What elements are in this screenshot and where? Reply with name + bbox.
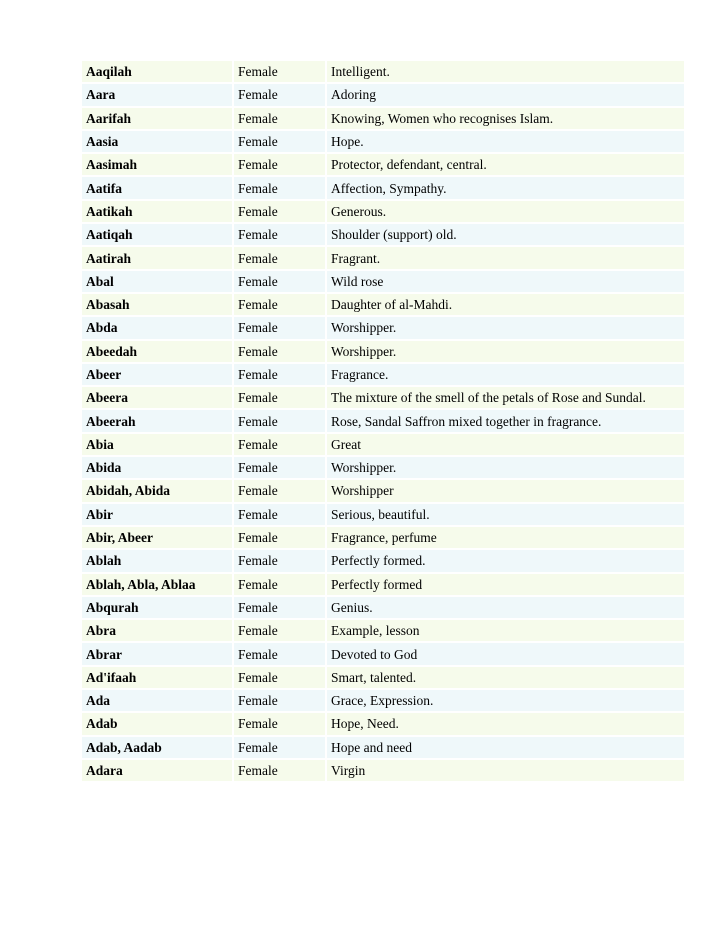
meaning-cell: Worshipper. (327, 341, 684, 362)
gender-cell: Female (234, 667, 325, 688)
table-row (82, 620, 684, 641)
table-row (82, 108, 684, 129)
table-row (82, 667, 684, 688)
table-row (82, 527, 684, 548)
gender-cell: Female (234, 177, 325, 198)
table-row (82, 177, 684, 198)
table-row (82, 737, 684, 758)
table-row (82, 154, 684, 175)
meaning-cell: Intelligent. (327, 61, 684, 82)
name-cell: Aatikah (82, 201, 232, 222)
table-row (82, 341, 684, 362)
gender-cell: Female (234, 387, 325, 408)
meaning-cell: Great (327, 434, 684, 455)
names-table-body (82, 61, 684, 781)
name-cell: Abra (82, 620, 232, 641)
table-row (82, 294, 684, 315)
meaning-cell: Worshipper. (327, 457, 684, 478)
meaning-cell: The mixture of the smell of the petals of Rose and Sundal. (327, 387, 684, 408)
name-cell: Abeer (82, 364, 232, 385)
gender-cell: Female (234, 317, 325, 338)
meaning-cell: Example, lesson (327, 620, 684, 641)
gender-cell: Female (234, 247, 325, 268)
meaning-cell: Adoring (327, 84, 684, 105)
gender-cell: Female (234, 61, 325, 82)
table-row (82, 480, 684, 501)
table-row (82, 201, 684, 222)
meaning-cell: Fragrance. (327, 364, 684, 385)
table-row (82, 597, 684, 618)
gender-cell: Female (234, 154, 325, 175)
table-row (82, 410, 684, 431)
table-row (82, 84, 684, 105)
table-row (82, 457, 684, 478)
names-table (80, 59, 686, 783)
gender-cell: Female (234, 294, 325, 315)
meaning-cell: Protector, defendant, central. (327, 154, 684, 175)
gender-cell: Female (234, 504, 325, 525)
name-cell: Abida (82, 457, 232, 478)
meaning-cell: Hope, Need. (327, 713, 684, 734)
meaning-cell: Virgin (327, 760, 684, 781)
gender-cell: Female (234, 597, 325, 618)
name-cell: Adab (82, 713, 232, 734)
gender-cell: Female (234, 364, 325, 385)
name-cell: Aatirah (82, 247, 232, 268)
name-cell: Abeera (82, 387, 232, 408)
meaning-cell: Worshipper (327, 480, 684, 501)
name-cell: Abir (82, 504, 232, 525)
meaning-cell: Grace, Expression. (327, 690, 684, 711)
name-cell: Aarifah (82, 108, 232, 129)
gender-cell: Female (234, 620, 325, 641)
gender-cell: Female (234, 434, 325, 455)
name-cell: Abal (82, 271, 232, 292)
meaning-cell: Devoted to God (327, 643, 684, 664)
meaning-cell: Smart, talented. (327, 667, 684, 688)
table-row (82, 504, 684, 525)
gender-cell: Female (234, 643, 325, 664)
meaning-cell: Perfectly formed (327, 574, 684, 595)
gender-cell: Female (234, 574, 325, 595)
name-cell: Aatifa (82, 177, 232, 198)
meaning-cell: Serious, beautiful. (327, 504, 684, 525)
meaning-cell: Fragrant. (327, 247, 684, 268)
name-cell: Abir, Abeer (82, 527, 232, 548)
gender-cell: Female (234, 713, 325, 734)
table-row (82, 713, 684, 734)
gender-cell: Female (234, 550, 325, 571)
table-row (82, 271, 684, 292)
gender-cell: Female (234, 737, 325, 758)
table-row (82, 574, 684, 595)
table-row (82, 224, 684, 245)
meaning-cell: Fragrance, perfume (327, 527, 684, 548)
meaning-cell: Hope and need (327, 737, 684, 758)
table-row (82, 247, 684, 268)
meaning-cell: Shoulder (support) old. (327, 224, 684, 245)
name-cell: Aaqilah (82, 61, 232, 82)
meaning-cell: Worshipper. (327, 317, 684, 338)
meaning-cell: Hope. (327, 131, 684, 152)
meaning-cell: Daughter of al-Mahdi. (327, 294, 684, 315)
meaning-cell: Wild rose (327, 271, 684, 292)
name-cell: Abia (82, 434, 232, 455)
meaning-cell: Knowing, Women who recognises Islam. (327, 108, 684, 129)
meaning-cell: Genius. (327, 597, 684, 618)
table-row (82, 760, 684, 781)
name-cell: Ablah, Abla, Ablaa (82, 574, 232, 595)
gender-cell: Female (234, 131, 325, 152)
gender-cell: Female (234, 480, 325, 501)
name-cell: Abeerah (82, 410, 232, 431)
gender-cell: Female (234, 271, 325, 292)
gender-cell: Female (234, 527, 325, 548)
gender-cell: Female (234, 457, 325, 478)
table-row (82, 61, 684, 82)
name-cell: Aasia (82, 131, 232, 152)
name-cell: Abasah (82, 294, 232, 315)
gender-cell: Female (234, 201, 325, 222)
name-cell: Ad'ifaah (82, 667, 232, 688)
name-cell: Abrar (82, 643, 232, 664)
name-cell: Aatiqah (82, 224, 232, 245)
table-row (82, 364, 684, 385)
meaning-cell: Rose, Sandal Saffron mixed together in fragrance. (327, 410, 684, 431)
gender-cell: Female (234, 224, 325, 245)
gender-cell: Female (234, 341, 325, 362)
meaning-cell: Generous. (327, 201, 684, 222)
table-row (82, 690, 684, 711)
name-cell: Ablah (82, 550, 232, 571)
name-cell: Aara (82, 84, 232, 105)
gender-cell: Female (234, 690, 325, 711)
gender-cell: Female (234, 108, 325, 129)
gender-cell: Female (234, 410, 325, 431)
gender-cell: Female (234, 760, 325, 781)
table-row (82, 643, 684, 664)
table-row (82, 131, 684, 152)
name-cell: Abidah, Abida (82, 480, 232, 501)
table-row (82, 387, 684, 408)
meaning-cell: Affection, Sympathy. (327, 177, 684, 198)
name-cell: Abda (82, 317, 232, 338)
gender-cell: Female (234, 84, 325, 105)
name-cell: Adab, Aadab (82, 737, 232, 758)
name-cell: Ada (82, 690, 232, 711)
name-cell: Adara (82, 760, 232, 781)
name-cell: Abqurah (82, 597, 232, 618)
name-cell: Abeedah (82, 341, 232, 362)
name-cell: Aasimah (82, 154, 232, 175)
table-row (82, 434, 684, 455)
table-row (82, 550, 684, 571)
meaning-cell: Perfectly formed. (327, 550, 684, 571)
table-row (82, 317, 684, 338)
